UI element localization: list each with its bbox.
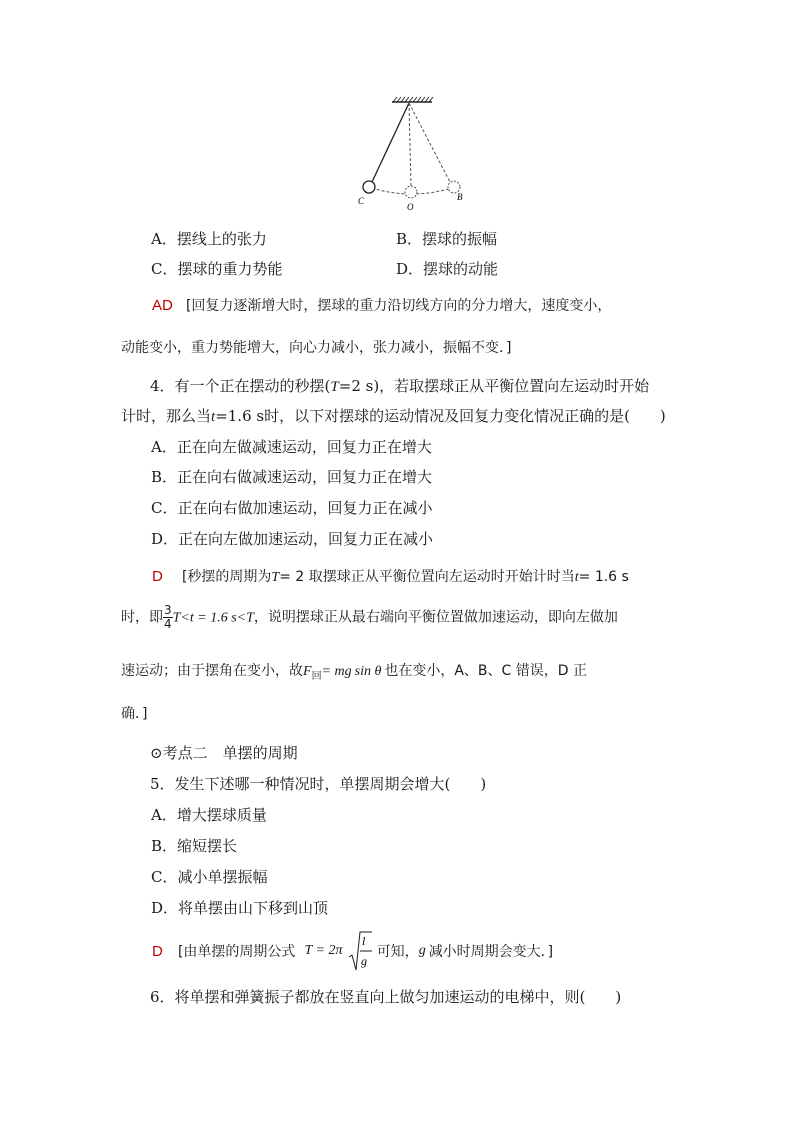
label-b: B <box>457 192 463 202</box>
q4-answer-block <box>152 566 629 586</box>
q5-stem: 5．发生下述哪一种情况时，单摆周期会增大( ) <box>150 775 487 793</box>
equilibrium-dashed-line <box>409 103 411 187</box>
q4-explanation-line2 <box>121 604 618 631</box>
q4-exp3-text-d: 也在变小，A、B、C 错误，D 正 <box>384 663 587 679</box>
q4-fraction <box>163 604 173 631</box>
q4-stem1-var: T <box>330 379 339 395</box>
ball-at-c <box>363 181 375 193</box>
q4-explanation-line3 <box>121 660 587 682</box>
q3-explanation-line1: [回复力逐渐增大时，摆球的重力沿切线方向的分力增大，速度变小， <box>185 298 612 314</box>
q5-option-a: A．增大摆球质量 <box>151 806 267 824</box>
pendulum-figure <box>350 96 470 218</box>
q5-exp-text-d: 减小时周期会变大．] <box>428 944 554 960</box>
q4-fraction-den: 4 <box>164 617 172 631</box>
q4-exp1-text-a: [秒摆的周期为 <box>181 569 272 585</box>
sqrt-icon <box>348 930 372 972</box>
q4-exp1-text-c: = 1.6 s <box>578 569 629 585</box>
q4-exp2-inequality: T<t = 1.6 s<T <box>172 610 254 626</box>
q4-stem-line1 <box>150 376 649 397</box>
q3-option-b: B．摆球的振幅 <box>396 230 498 248</box>
q4-exp3-mg: = mg <box>321 664 352 679</box>
q4-exp3-force: F <box>303 664 312 679</box>
q3-answer: AD <box>152 297 173 314</box>
q4-exp1-text-b: = 2 取摆球正从平衡位置向左运动时开始计时当 <box>279 569 575 585</box>
q4-exp1-var2: t <box>574 570 579 585</box>
q4-stem-line2 <box>121 406 666 427</box>
q3-explanation-line2: 动能变小，重力势能增大，向心力减小，张力减小，振幅不变．] <box>121 340 512 356</box>
q5-option-b: B．缩短摆长 <box>151 837 238 855</box>
q4-exp2-text-c: ，说明摆球正从最右端向平衡位置做加速运动，即向左做加 <box>253 609 618 626</box>
section-title: 考点二 单摆的周期 <box>162 744 298 762</box>
q5-exp-text-c: 可知， <box>376 944 419 960</box>
q4-explanation-line4: 确．] <box>121 706 148 722</box>
q3-option-d: D．摆球的动能 <box>396 260 499 278</box>
sqrt-denominator: g <box>360 954 367 968</box>
position-b-dashed-line <box>409 103 450 182</box>
q4-exp3-sin: sin θ <box>354 664 382 679</box>
q4-exp1-var: T <box>271 570 280 585</box>
q4-exp3-text-a: 速运动；由于摆角在变小，故 <box>121 663 303 679</box>
label-o: O <box>407 202 414 212</box>
label-c: C <box>358 196 365 206</box>
q4-option-c: C．正在向右做加速运动，回复力正在减小 <box>151 499 433 517</box>
q3-option-c: C．摆球的重力势能 <box>151 260 283 278</box>
q4-stem2-var: t <box>211 409 216 425</box>
q4-stem1-text-b: =2 s)，若取摆球正从平衡位置向左运动时开始 <box>338 377 650 395</box>
q5-exp-formula-t: T = 2π <box>304 943 343 958</box>
q4-stem2-text-a: 计时，那么当 <box>121 407 212 425</box>
q3-option-a: A．摆线上的张力 <box>151 230 267 248</box>
section-heading <box>150 743 298 763</box>
q3-answer-block <box>152 295 611 315</box>
q5-option-d: D．将单摆由山下移到山顶 <box>151 899 329 917</box>
q4-fraction-num: 3 <box>164 603 172 617</box>
q4-option-b: B．正在向右做减速运动，回复力正在增大 <box>151 468 433 486</box>
ball-at-o <box>405 186 417 198</box>
q6-stem: 6．将单摆和弹簧振子都放在竖直向上做匀加速运动的电梯中，则( ) <box>150 988 622 1006</box>
q4-exp2-text-a: 时，即 <box>121 609 163 626</box>
pendulum-string <box>372 103 409 182</box>
q4-exp3-sub: 回 <box>311 670 322 682</box>
ceiling-hatching <box>393 97 433 102</box>
q4-stem2-text-b: =1.6 s时，以下对摆球的运动情况及回复力变化情况正确的是( ) <box>215 407 666 425</box>
sqrt-numerator: l <box>361 934 365 948</box>
q5-answer-block <box>152 930 553 972</box>
q4-option-a: A．正在向左做减速运动，回复力正在增大 <box>151 438 432 456</box>
q5-exp-text-a: [由单摆的周期公式 <box>177 944 296 960</box>
q4-stem1-text-a: 4．有一个正在摆动的秒摆( <box>150 377 331 395</box>
circle-dot-icon: ⊙ <box>150 744 163 762</box>
q5-option-c: C．减小单摆振幅 <box>151 868 268 886</box>
q4-option-d: D．正在向左做加速运动，回复力正在减小 <box>151 530 434 548</box>
q4-answer: D <box>152 568 163 585</box>
q5-answer: D <box>152 942 163 960</box>
q5-exp-g: g <box>418 943 426 958</box>
